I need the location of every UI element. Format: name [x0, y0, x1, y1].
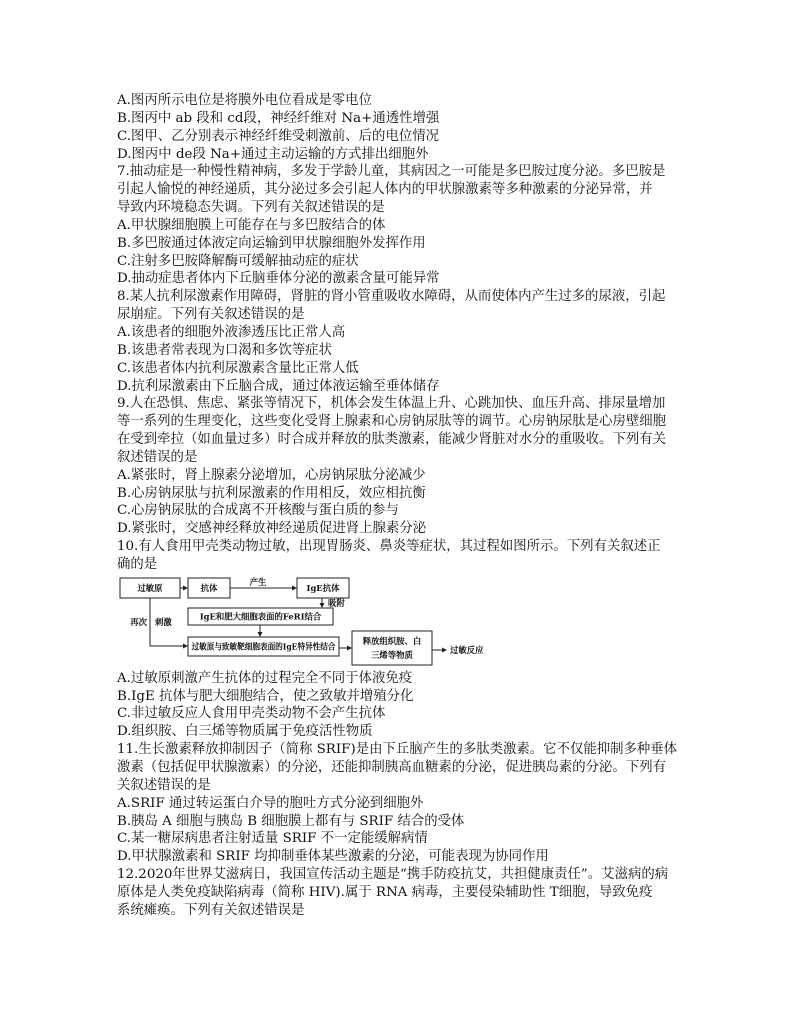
- question-10: [117, 538, 717, 741]
- option-d: D.甲状腺激素和 SRIF 均抑制垂体某些激素的分泌，可能表现为协同作用: [117, 849, 549, 865]
- option-a: A.SRIF 通过转运蛋白介导的胞吐方式分泌到细胞外: [117, 795, 424, 811]
- release-text-line-1: 释放组织胺、白: [362, 635, 422, 646]
- allergy-process-diagram: [117, 574, 717, 670]
- arrowhead: [183, 585, 188, 590]
- stimulate-label: 刺激: [155, 616, 172, 627]
- arrowhead: [292, 585, 297, 590]
- option-b: B.胰岛 A 细胞与胰岛 B 细胞膜上都有与 SRIF 结合的受体: [117, 813, 465, 829]
- option-d: D.图丙中 de段 Na+通过主动运输的方式排出细胞外: [117, 146, 429, 162]
- allergy-flowchart: [117, 574, 537, 670]
- question-stem-line: 叙述错误的是: [117, 449, 198, 465]
- allergen-text: 过敏原: [137, 582, 163, 593]
- question-8: [117, 288, 717, 395]
- question-stem-line: 原体是人类免疫缺陷病毒（简称 HIV).属于 RNA 病毒，主要侵染辅助性 T细胞，导致免疫: [117, 884, 653, 900]
- arrowhead: [183, 643, 188, 648]
- question-9: [117, 395, 717, 538]
- ige-antibody-text: IgE抗体: [306, 582, 340, 593]
- question-stem-line: 确的是: [117, 556, 158, 572]
- arrowhead: [320, 603, 325, 608]
- option-c: C.注射多巴胺降解酶可缓解抽动症的症状: [117, 253, 359, 269]
- option-a: A.甲状腺细胞膜上可能存在与多巴胺结合的体: [117, 217, 386, 233]
- option-a: A.该患者的细胞外液渗透压比正常人高: [117, 324, 346, 340]
- ige-mast-cell-text: IgE和肥大细胞表面的FeRI结合: [199, 611, 322, 622]
- option-d: D.紧张时，交感神经释放神经递质促进肾上腺素分泌: [117, 521, 427, 537]
- option-b: B.心房钠尿肽与抗利尿激素的作用相反，效应相抗衡: [117, 485, 426, 501]
- option-b: B.图丙中 ab 段和 cd段，神经纤维对 Na+通透性增强: [117, 110, 440, 126]
- antibody-text: 抗体: [200, 582, 218, 593]
- again-label: 再次: [130, 616, 147, 627]
- option-c: C.该患者体内抗利尿激素含量比正常人低: [117, 360, 359, 376]
- option-c: C.图甲、乙分别表示神经纤维受刺激前、后的电位情况: [117, 128, 440, 144]
- arrowhead: [442, 647, 447, 652]
- question-stem-line: 7.抽动症是一种慢性精神病，多发于学龄儿童，其病因之一可能是多巴胺过度分泌。多巴胺是: [117, 164, 666, 180]
- option-b: B.该患者常表现为口渴和多饮等症状: [117, 342, 332, 358]
- question-stem-line: 等一系列的生理变化，这些变化受肾上腺素和心房钠尿肽等的调节。心房钠尿肽是心房壁细胞: [117, 414, 667, 430]
- question-stem-line: 关叙述错误的是: [117, 777, 211, 793]
- question-stem-line: 激素（包括促甲状腺激素）的分泌，还能抑制胰高血糖素的分泌，促进胰岛素的分泌。下列有: [117, 760, 667, 775]
- question-6-options: [117, 92, 717, 163]
- option-c: C.心房钠尿肽的合成离不开核酸与蛋白质的参与: [117, 503, 399, 519]
- question-stem-line: 导致内环境稳态失调。下列有关叙述错误的是: [117, 200, 385, 216]
- exam-page-content: [117, 92, 717, 920]
- option-a: A.图丙所示电位是将膜外电位看成是零电位: [117, 93, 372, 108]
- question-11: [117, 741, 717, 866]
- adsorb-label: 吸附: [328, 597, 345, 608]
- question-stem-line: 12.2020年世界艾滋病日，我国宣传活动主题是“携手防疫抗艾，共担健康责任”。艾滋病的病: [117, 867, 669, 883]
- arrowhead: [347, 645, 352, 650]
- release-text-line-2: 三烯等物质: [371, 649, 413, 660]
- question-7: [117, 163, 717, 288]
- produce-label: 产生: [249, 576, 267, 587]
- option-c: C.非过敏反应人食用甲壳类动物不会产生抗体: [117, 706, 386, 722]
- question-stem-line: 尿崩症。下列有关叙述错误的是: [117, 307, 305, 323]
- arrowhead: [258, 632, 263, 637]
- option-b: B.多巴胺通过体液定向运输到甲状腺细胞外发挥作用: [117, 235, 426, 251]
- option-d: D.组织胺、白三烯等物质属于免疫活性物质: [117, 724, 373, 740]
- option-a: A.紧张时，肾上腺素分泌增加，心房钠尿肽分泌减少: [117, 467, 426, 483]
- option-d: D.抽动症患者体内下丘脑垂体分泌的激素含量可能异常: [117, 271, 440, 287]
- allergic-reaction-label: 过敏反应: [450, 644, 484, 655]
- question-12: [117, 866, 717, 920]
- specific-binding-text: 过敏原与致敏靶细胞表面的IgE特异性结合: [191, 641, 337, 652]
- option-a: A.过敏原刺激产生抗体的过程完全不同于体液免疫: [117, 670, 413, 686]
- question-stem-line: 10.有人食用甲壳类动物过敏，出现胃肠炎、鼻炎等症状，其过程如图所示。下列有关叙述正: [117, 539, 661, 555]
- question-stem-line: 在受到牵拉（如血量过多）时合成并释放的肽类激素，能减少肾脏对水分的重吸收。下列有关: [117, 432, 667, 448]
- question-stem-line: 系统瘫痪。下列有关叙述错误是: [117, 902, 305, 918]
- question-stem-line: 8.某人抗利尿激素作用障碍，肾脏的肾小管重吸收水障碍，从而使体内产生过多的尿液，引起: [117, 289, 666, 305]
- option-c: C.某一糖尿病患者注射适量 SRIF 不一定能缓解病情: [117, 831, 428, 847]
- question-stem-line: 11.生长激素释放抑制因子（简称 SRIF)是由下丘脑产生的多肽类激素。它不仅能抑制多种垂体: [117, 742, 678, 758]
- question-stem-line: 引起人愉悦的神经递质，其分泌过多会引起人体内的甲状腺激素等多种激素的分泌异常，并: [117, 182, 653, 198]
- question-stem-line: 9.人在恐惧、焦虑、紧张等情况下，机体会发生体温上升、心跳加快、血压升高、排尿量增加: [117, 396, 666, 412]
- option-b: B.IgE 抗体与肥大细胞结合，使之致敏并增殖分化: [117, 688, 414, 704]
- option-d: D.抗利尿激素由下丘脑合成，通过体液运输至垂体储存: [117, 378, 440, 394]
